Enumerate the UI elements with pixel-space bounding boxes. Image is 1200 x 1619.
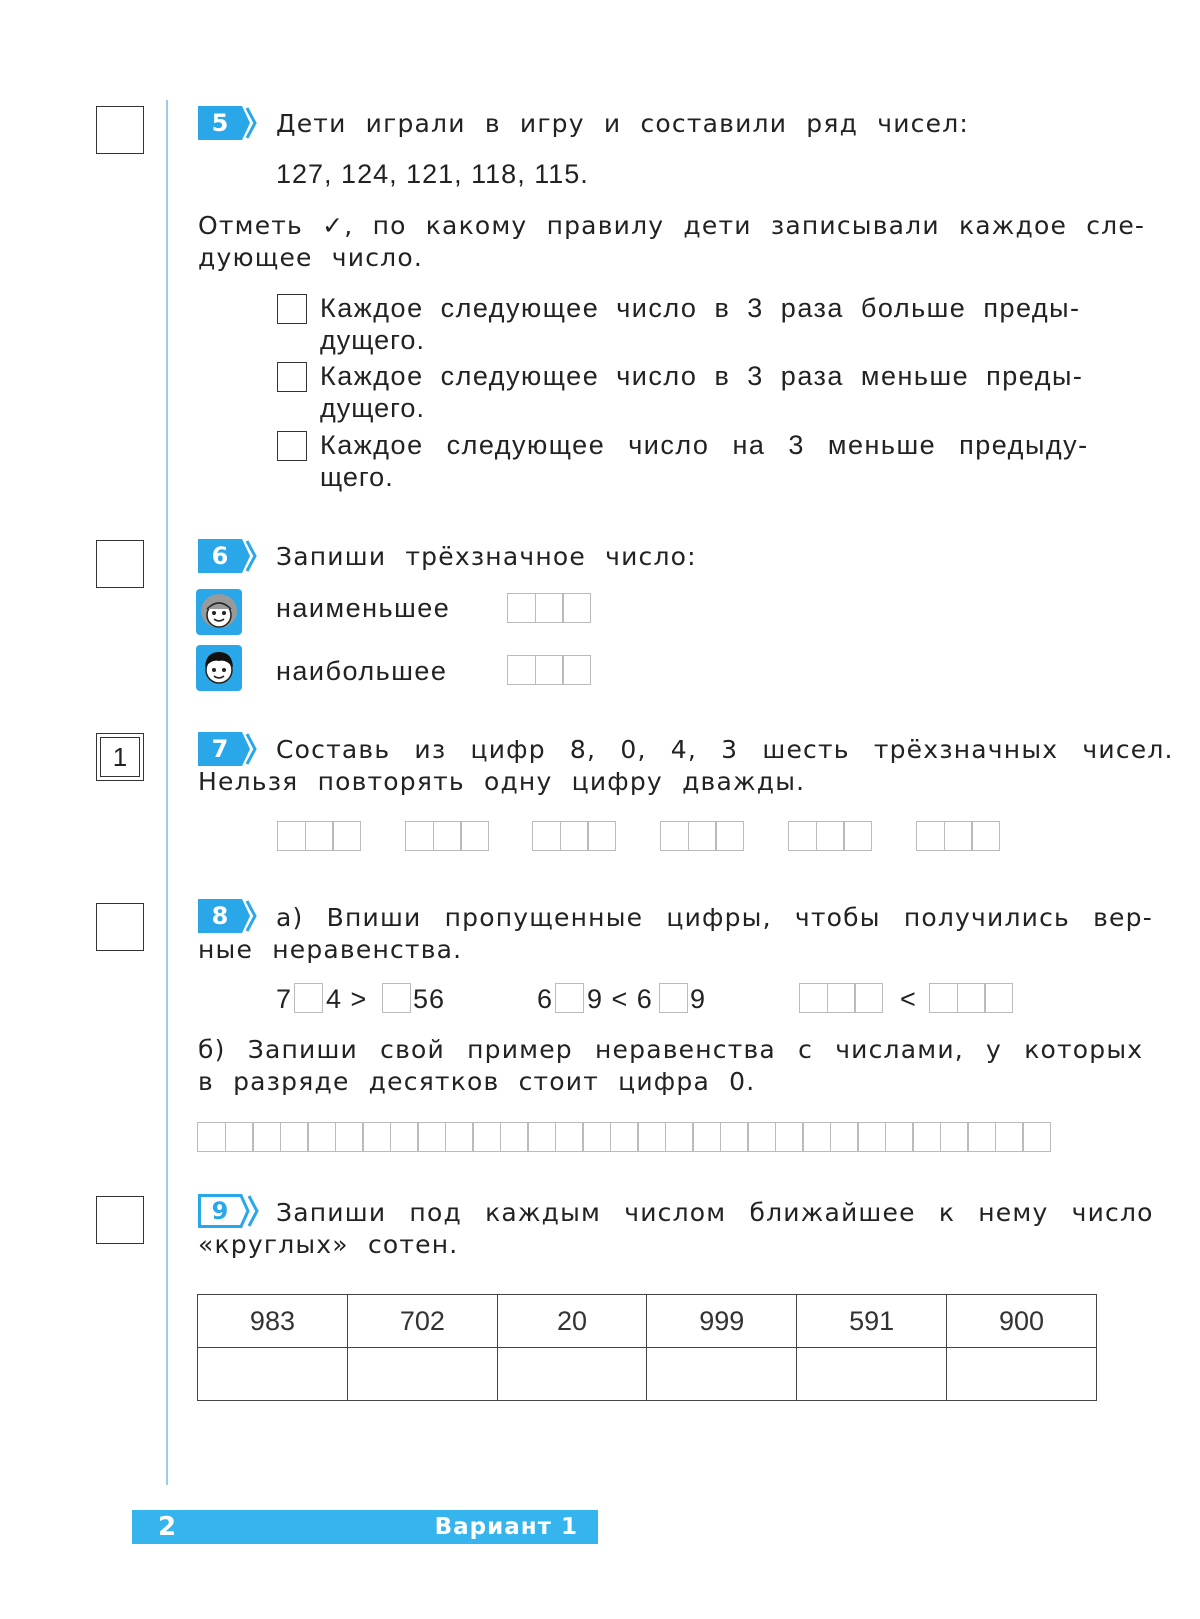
task6-title: Запиши трёхзначное число:: [276, 542, 697, 571]
score-box-task9[interactable]: [96, 1196, 144, 1244]
answer-cell[interactable]: [497, 1348, 646, 1401]
option2-text-2: дущего.: [320, 393, 425, 423]
answer-cell[interactable]: [347, 1348, 497, 1401]
ineq3-left-cells[interactable]: [799, 983, 883, 1013]
ineq1-blank2[interactable]: [382, 983, 411, 1013]
ineq2-part2: 9 < 6: [587, 984, 653, 1014]
answer-number-4[interactable]: [660, 821, 744, 851]
ineq2-part3: 9: [690, 984, 707, 1014]
ineq1-part2: 4 >: [326, 984, 368, 1014]
task8-a-line2: ные неравенства.: [198, 935, 463, 964]
task8-b-line2: в разряде десятков стоит цифра 0.: [198, 1067, 756, 1096]
option2-checkbox[interactable]: [277, 362, 307, 392]
task5-title: Дети играли в игру и составили ряд чисел:: [276, 109, 969, 138]
task8-badge: [198, 899, 262, 933]
ineq1-part3: 56: [413, 984, 446, 1014]
task7-badge: [198, 732, 262, 766]
task5-instruction-1: Отметь ✓, по какому правилу дети записывали каждое сле-: [198, 211, 1146, 240]
boy-avatar-icon: [196, 645, 242, 691]
largest-answer-cells[interactable]: [507, 655, 591, 685]
answer-cell[interactable]: [647, 1348, 797, 1401]
smallest-answer-cells[interactable]: [507, 593, 591, 623]
page-footer: [132, 1510, 598, 1544]
task8-b-line1: б) Запиши свой пример неравенства с числами, у которых: [198, 1035, 1144, 1064]
answers-row: [198, 1348, 1097, 1401]
answer-number-1[interactable]: [277, 821, 361, 851]
rounding-table: [197, 1294, 1097, 1401]
task9-line2: «круглых» сотен.: [198, 1230, 459, 1259]
option2-text-1: Каждое следующее число в 3 раза меньше преды-: [320, 361, 1084, 391]
ineq3-sign: <: [900, 984, 917, 1014]
answer-number-3[interactable]: [532, 821, 616, 851]
task-number: 8: [211, 902, 229, 930]
task7-line2: Нельзя повторять одну цифру дважды.: [198, 767, 806, 796]
answer-number-5[interactable]: [788, 821, 872, 851]
option3-checkbox[interactable]: [277, 431, 307, 461]
ineq2-part1: 6: [537, 984, 554, 1014]
task-number: 5: [211, 109, 229, 137]
ineq2-blank2[interactable]: [659, 983, 688, 1013]
smallest-label: наименьшее: [276, 593, 451, 623]
number-series: 127, 124, 121, 118, 115.: [276, 159, 589, 189]
variant-label: Вариант 1: [434, 1514, 578, 1540]
task6-badge: [198, 539, 262, 573]
number-cell: 983: [198, 1295, 348, 1348]
number-cell: 900: [947, 1295, 1097, 1348]
number-cell: 591: [797, 1295, 947, 1348]
score-value: 1: [112, 741, 128, 772]
number-cell: 20: [497, 1295, 646, 1348]
score-box-task6[interactable]: [96, 540, 144, 588]
ineq1-part1: 7: [276, 984, 293, 1014]
answer-number-2[interactable]: [405, 821, 489, 851]
inequality-answer-row[interactable]: [197, 1122, 1051, 1152]
task5-badge: [198, 106, 262, 140]
option3-text-1: Каждое следующее число на 3 меньше предыду-: [320, 430, 1089, 460]
answer-number-6[interactable]: [916, 821, 1000, 851]
number-cell: 999: [647, 1295, 797, 1348]
answer-cell[interactable]: [947, 1348, 1097, 1401]
ineq2-blank1[interactable]: [555, 983, 584, 1013]
option1-text-2: дущего.: [320, 325, 425, 355]
girl-avatar-icon: [196, 589, 242, 635]
option1-text-1: Каждое следующее число в 3 раза больше преды-: [320, 293, 1081, 323]
option1-checkbox[interactable]: [277, 294, 307, 324]
task-number: 6: [211, 542, 229, 570]
score-box-task5[interactable]: [96, 106, 144, 154]
score-box-task7[interactable]: [96, 733, 144, 781]
task5-instruction-2: дующее число.: [198, 243, 423, 272]
margin-line: [166, 100, 168, 1485]
task9-badge: [198, 1194, 262, 1228]
ineq1-blank1[interactable]: [294, 983, 323, 1013]
task9-line1: Запиши под каждым числом ближайшее к нему число: [276, 1198, 1154, 1227]
answer-cell[interactable]: [198, 1348, 348, 1401]
number-cell: 702: [347, 1295, 497, 1348]
largest-label: наибольшее: [276, 656, 448, 686]
task-number: 9: [211, 1197, 229, 1225]
numbers-row: [198, 1295, 1097, 1348]
task8-a-line1: а) Впиши пропущенные цифры, чтобы получились вер-: [276, 903, 1153, 932]
task-number: 7: [211, 735, 229, 763]
score-box-task8[interactable]: [96, 903, 144, 951]
option3-text-2: щего.: [320, 462, 394, 492]
page-number: 2: [158, 1512, 177, 1542]
answer-cell[interactable]: [797, 1348, 947, 1401]
task7-line1: Составь из цифр 8, 0, 4, 3 шесть трёхзначных чисел.: [276, 735, 1174, 764]
ineq3-right-cells[interactable]: [929, 983, 1013, 1013]
